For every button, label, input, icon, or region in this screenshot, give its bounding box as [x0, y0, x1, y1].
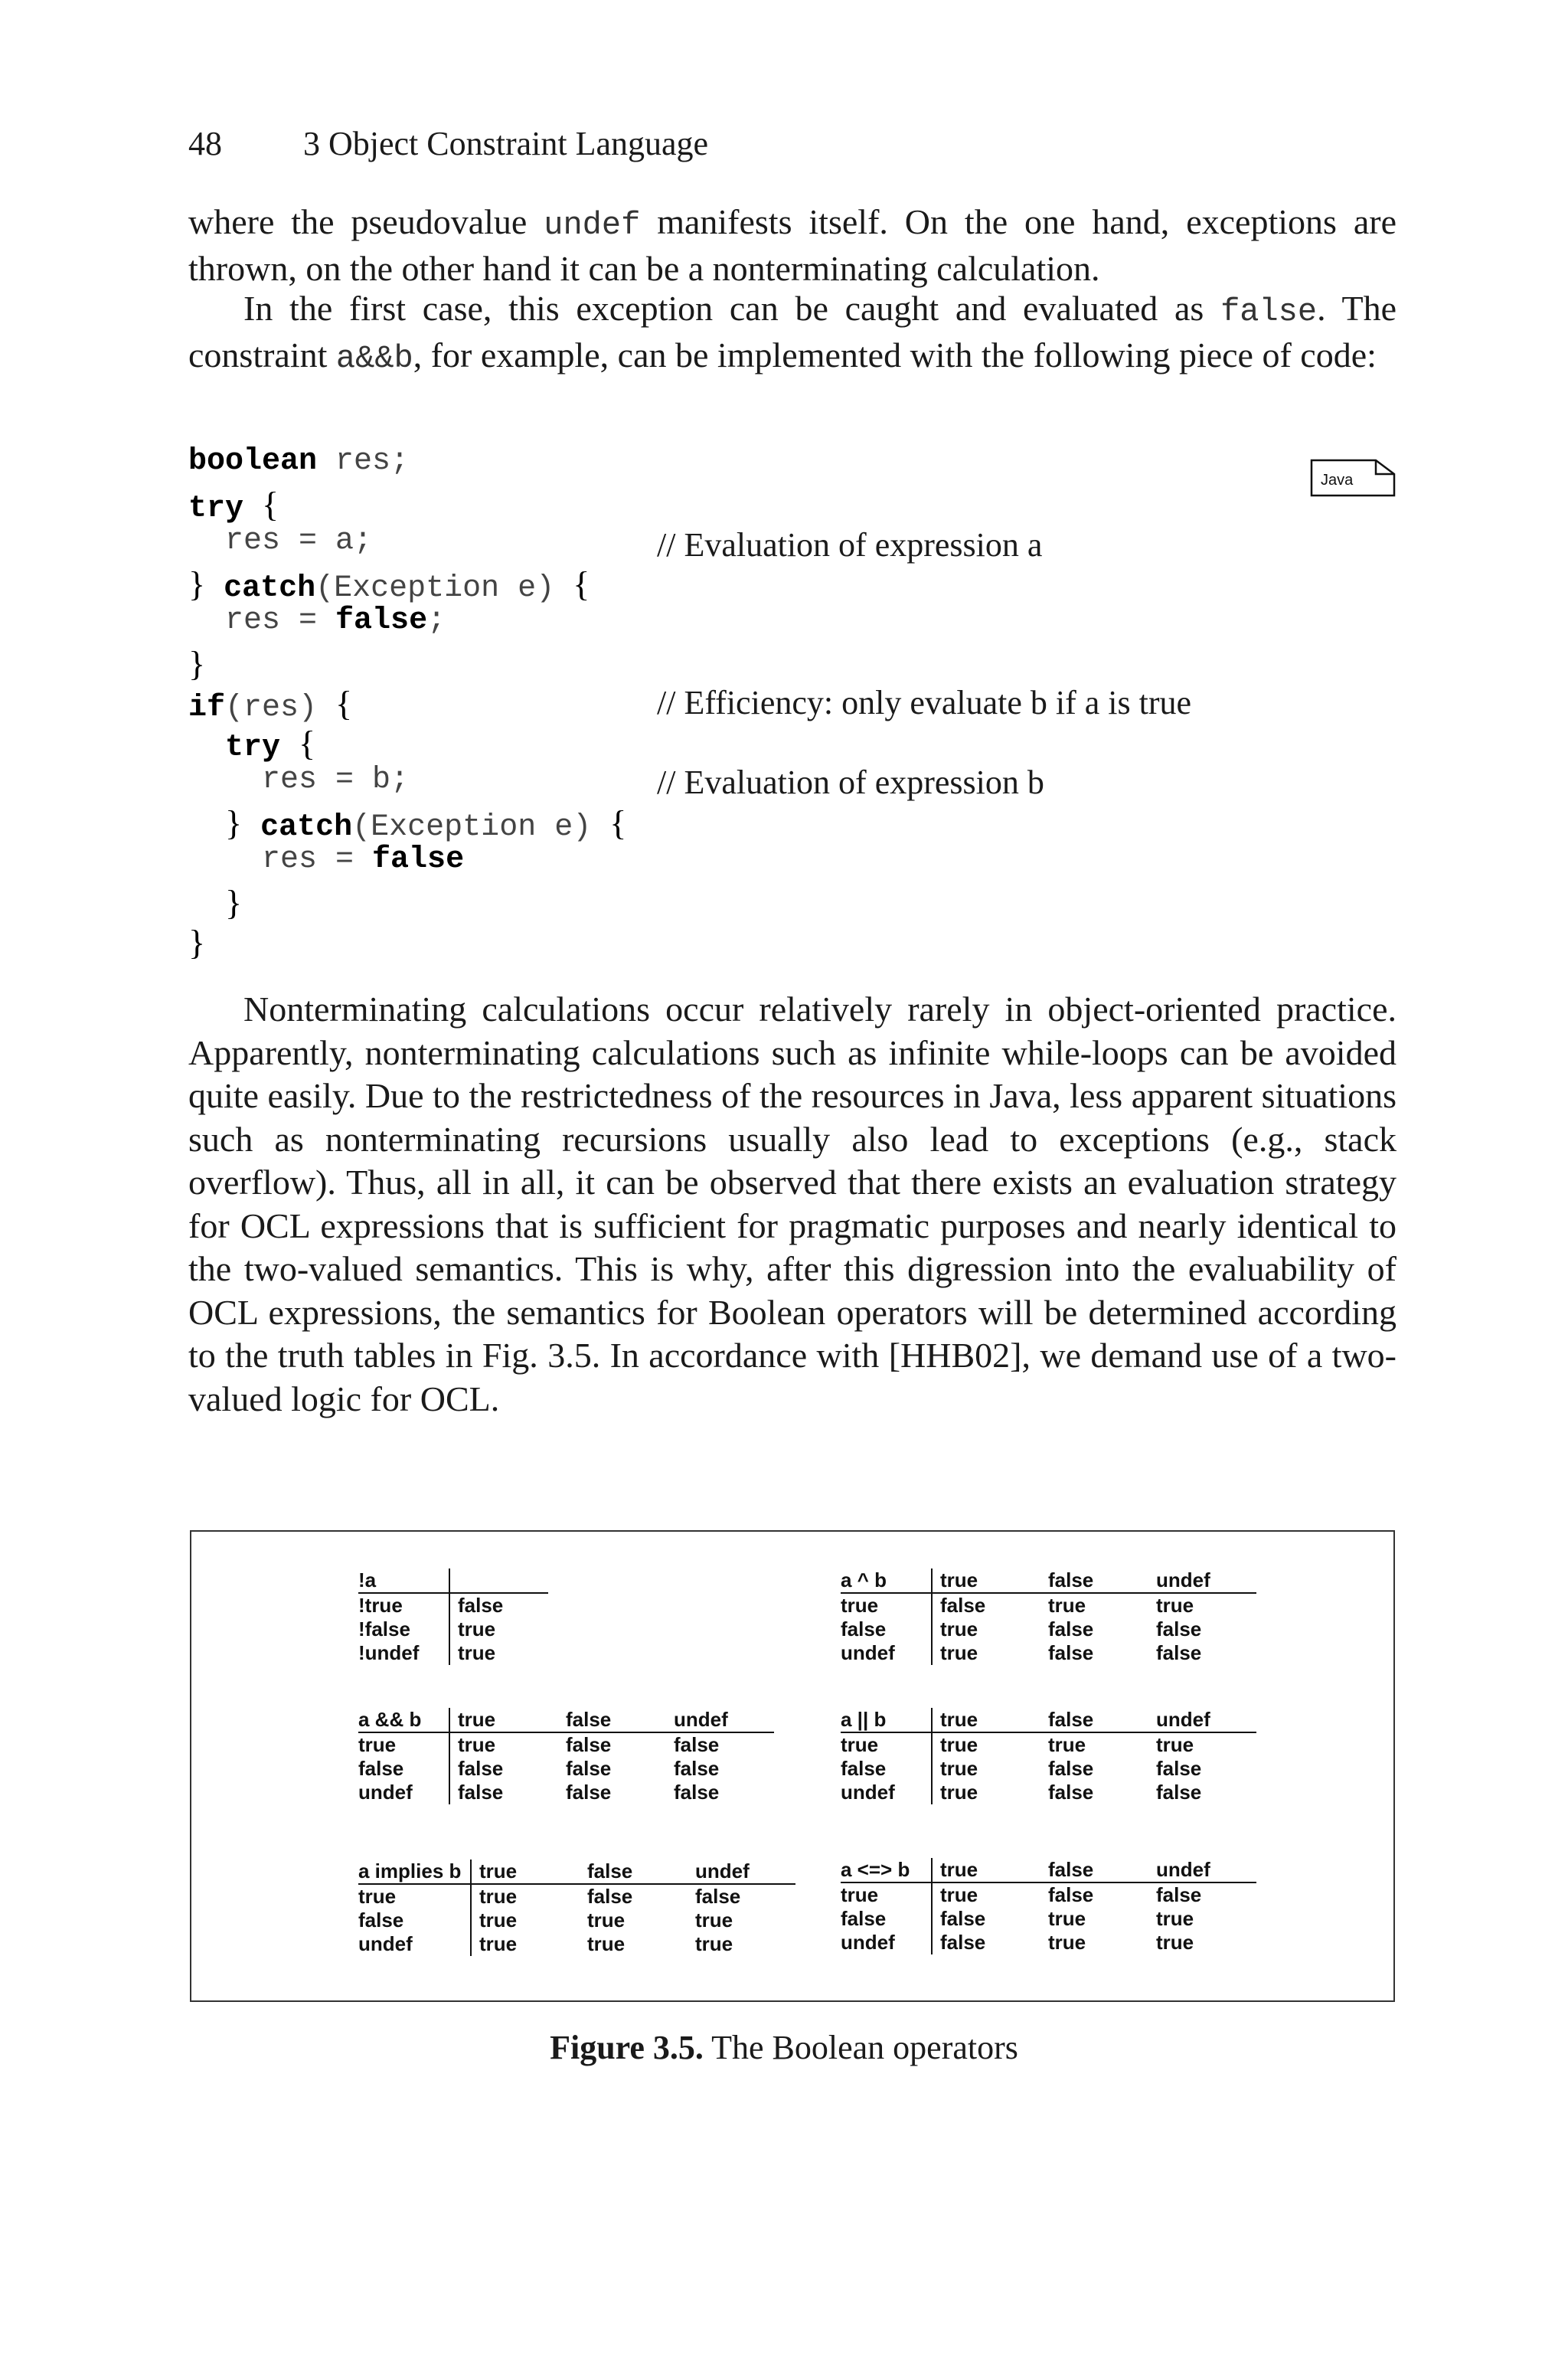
paragraph-3: Nonterminating calculations occur relatively rarely in object-oriented practice. Apparently, nonterminating calculations such as infinite while-loops can be avoided quite easily. Due to the restrictedness of the resources in Java, less apparent situations such as nonterminating recursions usually also lead to exceptions (e.g., stack overflow). Thus, all in all, it can be observed that there exists an evaluation strategy for OCL expressions that is sufficient for pragmatic purposes and nearly identical to the two-valued semantics. This is why, after this digression into the evaluability of OCL expressions, the semantics for Boolean operators will be determined according to the truth tables in Fig. 3.5. In accordance with [HHB02], we demand use of a two-valued logic for OCL. [188, 989, 1396, 1418]
table-cell: undef [358, 1932, 471, 1956]
truth-table-not [358, 1568, 548, 1665]
table-cell: false [674, 1757, 720, 1780]
running-header [188, 124, 708, 163]
code-line: res = a; [225, 524, 373, 558]
code-line: res = false [262, 842, 465, 877]
inline-code-a-and-b: a&&b [335, 339, 413, 377]
table-cell: false [358, 1757, 449, 1781]
table-cell: true [841, 1593, 932, 1617]
table-cell: true [1156, 1594, 1194, 1617]
table-cell: true [695, 1909, 733, 1932]
table-header-cell: undef [1148, 1858, 1256, 1882]
table-cell: undef [841, 1781, 932, 1804]
table-cell: !true [358, 1593, 449, 1617]
table-header-cell: false [580, 1860, 688, 1884]
java-badge-icon [1310, 459, 1396, 497]
paragraph-1 [188, 201, 1396, 290]
table-cell: true [940, 1883, 978, 1906]
code-line: if(res) { [188, 684, 353, 725]
table-header-cell: a ^ b [841, 1568, 932, 1593]
table-header-cell: !a [358, 1568, 449, 1593]
caption-label: Figure 3.5. [550, 2029, 704, 2066]
table-cell: false [358, 1909, 471, 1932]
code-comment-3: // Evaluation of expression b [657, 764, 1044, 801]
inline-code-false: false [1220, 293, 1318, 330]
table-cell: false [674, 1781, 720, 1804]
table-cell: true [1048, 1733, 1086, 1756]
inline-code-undef: undef [544, 207, 641, 244]
code-comment-2: // Efficiency: only evaluate b if a is true [657, 684, 1192, 721]
table-header-cell: false [1040, 1708, 1148, 1732]
table-header-cell: undef [1148, 1568, 1256, 1593]
java-badge-label: Java [1321, 472, 1354, 489]
code-line: } [225, 883, 243, 922]
table-cell: false [1048, 1617, 1094, 1640]
code-line: res = b; [262, 763, 410, 797]
code-line: } [188, 644, 206, 683]
table-cell: true [940, 1617, 978, 1640]
table-cell: true [695, 1932, 733, 1955]
table-cell: !false [358, 1617, 449, 1641]
table-cell: true [1156, 1733, 1194, 1756]
table-cell: false [1156, 1883, 1202, 1906]
code-line: } catch(Exception e) { [225, 803, 627, 845]
table-cell: true [940, 1781, 978, 1804]
table-cell: !undef [358, 1641, 449, 1665]
table-cell: false [1156, 1641, 1202, 1664]
code-line: } [188, 923, 206, 962]
code-line: boolean res; [188, 444, 410, 479]
table-cell: true [358, 1732, 449, 1757]
figure-caption [0, 2028, 1568, 2067]
table-cell: true [479, 1909, 518, 1932]
table-cell: false [458, 1594, 504, 1617]
truth-table-implies [358, 1860, 795, 1956]
truth-table-and [358, 1708, 774, 1804]
table-cell: false [695, 1885, 741, 1908]
table-cell: true [1048, 1931, 1086, 1954]
table-cell: true [479, 1932, 518, 1955]
table-header-cell: true [932, 1858, 1040, 1882]
table-cell: false [841, 1757, 932, 1781]
code-line: } catch(Exception e) { [188, 564, 590, 606]
table-header-cell: true [932, 1708, 1040, 1732]
table-header-cell: false [1040, 1568, 1148, 1593]
table-cell: false [566, 1733, 612, 1756]
table-cell: false [1048, 1641, 1094, 1664]
table-cell: false [566, 1781, 612, 1804]
table-cell: true [1048, 1594, 1086, 1617]
table-header-cell: false [1040, 1858, 1148, 1882]
paragraph-1-text-a: where the pseudovalue [188, 202, 544, 241]
table-cell: true [1048, 1907, 1086, 1930]
table-cell: true [841, 1732, 932, 1757]
table-cell: false [1048, 1883, 1094, 1906]
paragraph-2-text-a: In the first case, this exception can be caught and evaluated as [243, 289, 1221, 328]
table-cell: true [1156, 1931, 1194, 1954]
table-header-cell: undef [1148, 1708, 1256, 1732]
table-cell: true [458, 1617, 496, 1640]
table-header-cell [449, 1568, 548, 1593]
table-header-cell: a || b [841, 1708, 932, 1732]
paragraph-2-text-c: , for example, can be implemented with the following piece of code: [413, 335, 1377, 375]
table-cell: true [358, 1884, 471, 1909]
chapter-title: 3 Object Constraint Language [303, 125, 709, 162]
table-cell: true [940, 1757, 978, 1780]
table-header-cell: true [932, 1568, 1040, 1593]
table-cell: false [458, 1781, 504, 1804]
table-header-cell: a && b [358, 1708, 449, 1732]
paragraph-2-text-b: . The constraint [188, 289, 1397, 375]
table-cell: false [458, 1757, 504, 1780]
code-line: try { [225, 724, 316, 765]
code-line: res = false; [225, 603, 446, 638]
page-number: 48 [188, 125, 222, 162]
code-comment-1: // Evaluation of expression a [657, 526, 1043, 564]
table-cell: false [674, 1733, 720, 1756]
table-cell: true [841, 1882, 932, 1907]
table-cell: true [1156, 1907, 1194, 1930]
table-cell: true [940, 1641, 978, 1664]
table-cell: true [458, 1733, 496, 1756]
table-cell: false [1048, 1757, 1094, 1780]
paragraph-1-text-b: manifests itself. On the one hand, exceptions are thrown, on the other hand it can be a nonterminating calculation. [188, 202, 1396, 288]
table-cell: false [841, 1617, 932, 1641]
table-cell: true [940, 1733, 978, 1756]
table-header-cell: undef [666, 1708, 774, 1732]
table-header-cell: false [558, 1708, 666, 1732]
table-cell: true [587, 1932, 626, 1955]
table-cell: false [940, 1907, 986, 1930]
table-cell: false [841, 1907, 932, 1931]
truth-table-equiv [841, 1858, 1256, 1954]
truth-table-xor [841, 1568, 1256, 1665]
truth-table-or [841, 1708, 1256, 1804]
table-cell: undef [841, 1931, 932, 1954]
table-cell: true [479, 1885, 518, 1908]
table-cell: undef [841, 1641, 932, 1665]
table-cell: false [587, 1885, 633, 1908]
table-cell: true [458, 1641, 496, 1664]
table-header-cell: a implies b [358, 1860, 471, 1884]
table-cell: false [566, 1757, 612, 1780]
table-cell: false [1156, 1757, 1202, 1780]
table-cell: undef [358, 1781, 449, 1804]
table-cell: false [940, 1931, 986, 1954]
table-header-cell: true [471, 1860, 580, 1884]
table-cell: false [1048, 1781, 1094, 1804]
table-header-cell: undef [688, 1860, 795, 1884]
truth-tables-figure [190, 1530, 1395, 2002]
table-cell: false [1156, 1781, 1202, 1804]
table-cell: false [1156, 1617, 1202, 1640]
table-cell: true [587, 1909, 626, 1932]
caption-text: The Boolean operators [703, 2029, 1018, 2066]
paragraph-2 [188, 287, 1396, 380]
table-cell: false [940, 1594, 986, 1617]
table-header-cell: true [449, 1708, 558, 1732]
code-line: try { [188, 485, 279, 526]
table-header-cell: a <=> b [841, 1858, 932, 1882]
